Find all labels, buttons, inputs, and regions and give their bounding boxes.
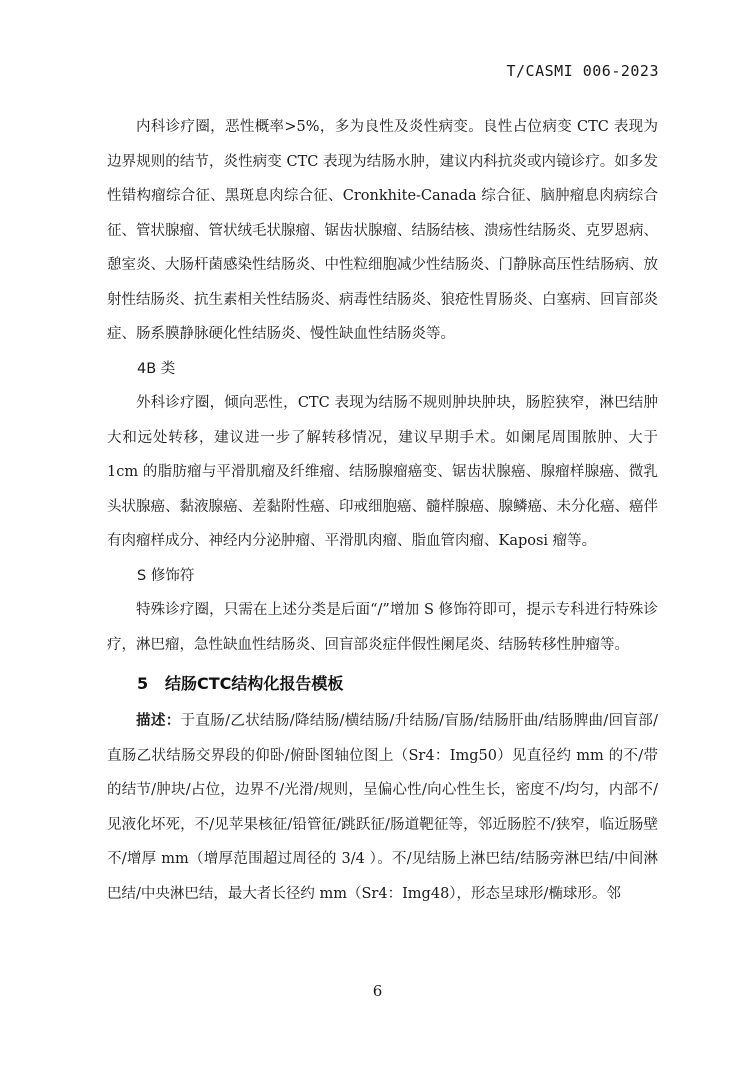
standard-code: T/CASMI 006-2023 <box>506 62 659 80</box>
paragraph-4b-surgical: 外科诊疗圈，倾向恶性，CTC 表现为结肠不规则肿块肿块，肠腔狭窄，淋巴结肿大和远处转移，建议进一步了解转移情况，建议早期手术。如阑尾周围脓肿、大于 1cm 的脂肪瘤与平滑肌瘤及纤维瘤、结肠腺瘤癌变、锯齿状腺癌、腺瘤样腺癌、微乳头状腺癌、黏液腺癌、差黏附性癌、印戒细胞癌、髓样腺癌、腺鳞癌、未分化癌、癌伴有肉瘤样成分、神经内分泌肿瘤、平滑肌肉瘤、脂血管肉瘤、Kaposi 瘤等。 <box>107 395 658 549</box>
section-number: 5 <box>137 674 149 693</box>
paragraph-s-modifier: 特殊诊疗圈，只需在上述分类是后面“/”增加 S 修饰符即可，提示专科进行特殊诊疗，淋巴瘤，急性缺血性结肠炎、回盲部炎症伴假性阑尾炎、结肠转移性肿瘤等。 <box>107 602 658 653</box>
description-paragraph <box>107 704 658 911</box>
category-s-modifier-heading: S 修饰符 <box>137 567 195 584</box>
paragraph-4a-internal-medicine: 内科诊疗圈，恶性概率>5%，多为良性及炎性病变。良性占位病变 CTC 表现为边界规则的结节，炎性病变 CTC 表现为结肠水肿，建议内科抗炎或内镜诊疗。如多发性错构瘤综合征、黑斑息肉综合征、Cronkhite-Canada 综合征、脑肿瘤息肉病综合征、管状腺瘤、管状绒毛状腺瘤、锯齿状腺瘤、结肠结核、溃疡性结肠炎、克罗恩病、憩室炎、大肠杆菌感染性结肠炎、中性粒细胞减少性结肠炎、门静脉高压性结肠病、放射性结肠炎、抗生素相关性结肠炎、病毒性结肠炎、狼疮性胃肠炎、白塞病、回盲部炎症、肠系膜静脉硬化性结肠炎、慢性缺血性结肠炎等。 <box>107 119 658 342</box>
page-body <box>107 110 658 911</box>
page-number: 6 <box>372 982 383 1000</box>
section-heading <box>107 667 658 701</box>
section-title: 结肠CTC结构化报告模板 <box>165 674 344 693</box>
description-text: 于直肠/乙状结肠/降结肠/横结肠/升结肠/盲肠/结肠肝曲/结肠脾曲/回盲部/直肠乙状结肠交界段的仰卧/俯卧图轴位图上（Sr4：Img50）见直径约 mm 的不/带的结节/肿块/占位，边界不/光滑/规则，呈偏心性/向心性生长，密度不/均匀，内部不/见液化坏死，不/见苹果核征/铅管征/跳跃征/肠道靶征等，邻近肠腔不/狭窄，临近肠壁不/增厚 mm（增厚范围超过周径的 3/4 ）。不/见结肠上淋巴结/结肠旁淋巴结/中间淋巴结/中央淋巴结，最大者长径约 mm（Sr4：Img48），形态呈球形/椭球形。邻 <box>107 713 659 902</box>
description-label: 描述： <box>136 713 181 729</box>
category-4b-heading: 4B 类 <box>137 360 176 377</box>
